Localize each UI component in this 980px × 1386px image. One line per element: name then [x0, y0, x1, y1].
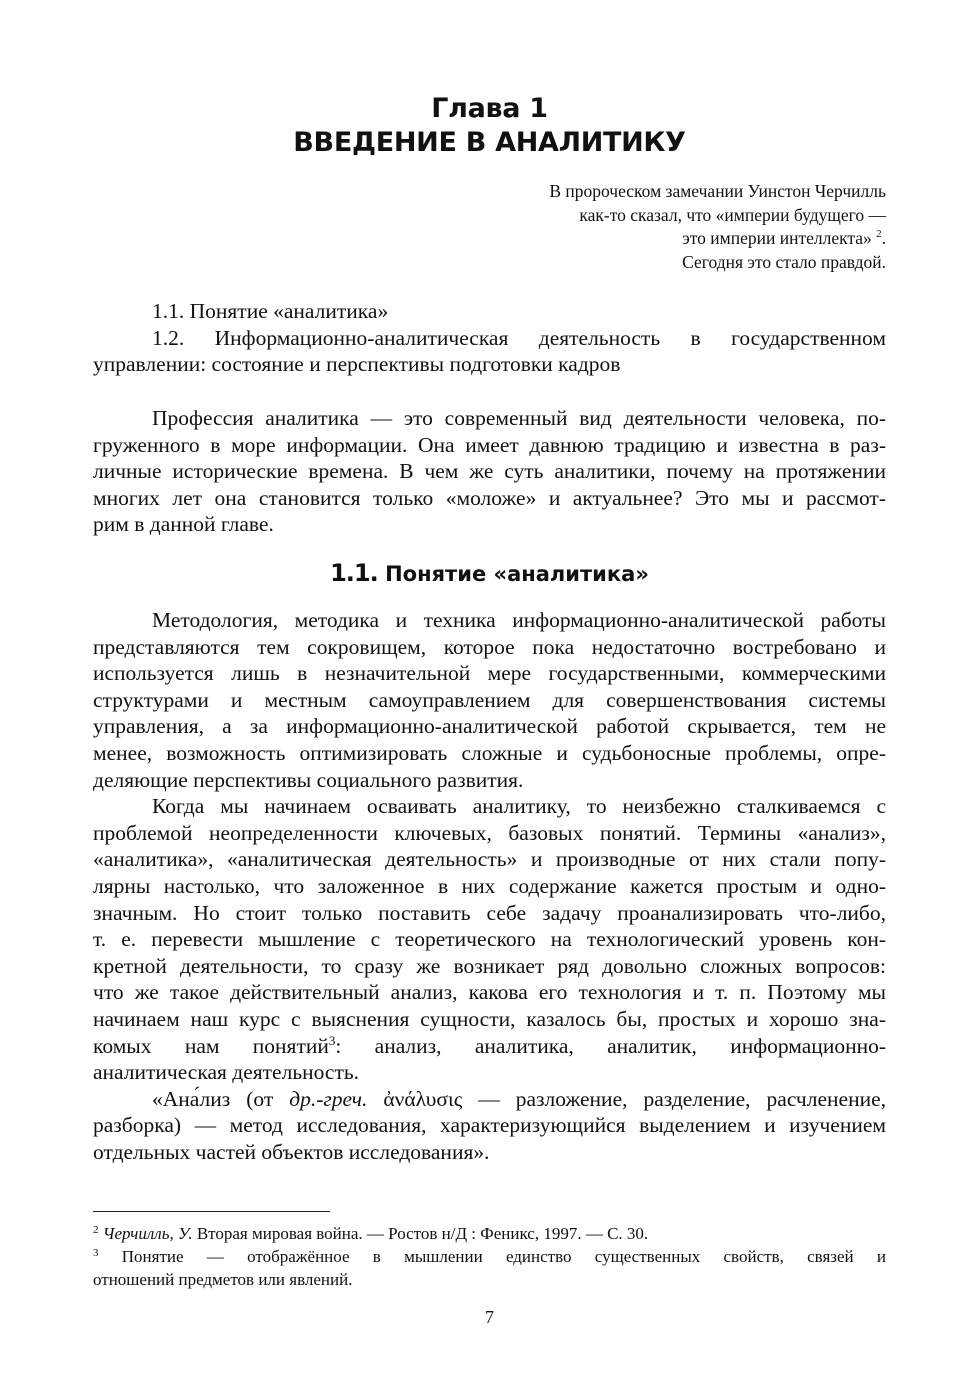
text-line: отдельных частей объектов исследования». [93, 1139, 490, 1164]
chapter-heading [93, 92, 886, 160]
epigraph-line: Сегодня это стало правдой. [682, 251, 886, 272]
section-body [93, 607, 886, 1165]
text-line: проблемой неопределенности ключевых, базовых понятий. Термины «анализ», [93, 820, 886, 845]
text-line: структурами и местным самоуправлением для совершенствования системы [93, 687, 886, 712]
toc-item-1-1[interactable]: 1.1. Понятие «аналитика» [152, 299, 389, 323]
chapter-title: ВВЕДЕНИЕ В АНАЛИТИКУ [293, 127, 686, 158]
epigraph-line: как-то сказал, что «империи будущего — [579, 204, 886, 225]
chapter-contents [93, 298, 886, 378]
footnote-3-cont: отношений предметов или явлений. [93, 1270, 353, 1289]
text-line: многих лет она становится только «моложе» и актуальнее? Это мы и рассмот- [93, 485, 886, 510]
epigraph-line: В пророческом замечании Уинстон Черчилль [549, 181, 886, 201]
text-line: управления, а за информационно-аналитической работой скрывается, тем не [93, 714, 886, 739]
text-line: груженного в море информации. Она имеет давнюю традицию и известна в раз- [93, 432, 886, 457]
footnote-ref-3[interactable]: 3 [328, 1032, 336, 1048]
toc-item-1-2-cont[interactable]: управлении: состояние и перспективы подготовки кадров [93, 352, 621, 377]
section-number: 1.1. [330, 559, 378, 587]
text-line: Профессия аналитика — это современный вид деятельности человека, по- [152, 406, 886, 430]
page-number: 7 [485, 1307, 494, 1327]
footnote-divider [93, 1211, 330, 1212]
epigraph-line: это империи интеллекта» $^2$. [682, 228, 886, 248]
text-line: используется лишь в незначительной мере государственными, коммерческими [93, 661, 886, 686]
text-line: деляющие перспективы социального развития. [93, 767, 524, 792]
text-line: «аналитика», «аналитическая деятельность» и производные от них стали попу- [93, 847, 886, 872]
text-line: рим в данной главе. [93, 512, 274, 537]
text-line: аналитическая деятельность. [93, 1060, 360, 1085]
intro-paragraph [93, 405, 886, 538]
text-line: «Ана́лиз (от др.-греч. ἀνάλυσις — разложение, разделение, расчленение, [152, 1086, 886, 1111]
text-line: личные исторические времена. В чем же суть аналитики, почему на протяжении [93, 459, 886, 484]
text-line: кретной деятельности, то сразу же возникает ряд довольно сложных вопросов: [93, 953, 886, 978]
footnote-3: $^3$ Понятие — отображённое в мышлении единство существенных свойств, связей и [93, 1247, 886, 1266]
text-line: менее, возможность оптимизировать сложные и судьбоносные проблемы, опре- [93, 740, 886, 765]
text-line: представляются тем сокровищем, которое пока недостаточно востребовано и [93, 634, 886, 659]
section-heading [93, 558, 886, 589]
chapter-label: Глава 1 [431, 93, 548, 124]
text-line: значным. Но стоит только поставить себе задачу проанализировать что-либо, [93, 900, 886, 925]
text-line: т. е. перевести мышление с теоретического на технологический уровень кон- [93, 927, 886, 952]
epigraph [549, 180, 886, 274]
text-line: лярны настолько, что заложенное в них содержание кажется простым и одно- [93, 873, 886, 898]
text-line: Методология, методика и техника информационно-аналитической работы [152, 608, 886, 632]
text-line: что же такое действительный анализ, какова его технология и т. п. Поэтому мы [93, 980, 886, 1005]
section-title: Понятие «аналитика» [385, 562, 649, 586]
text-line: Когда мы начинаем осваивать аналитику, то неизбежно сталкиваемся с [152, 794, 886, 819]
footnotes [93, 1222, 886, 1291]
text-line: разборка) — метод исследования, характеризующийся выделением и изучением [93, 1113, 886, 1138]
footnote-ref-2[interactable]: 2 [876, 228, 882, 240]
footnote-2: $^2$ Черчилль, У. Вторая мировая война. — Ростов н/Д : Феникс, 1997. — С. 30. [93, 1224, 649, 1243]
toc-item-1-2[interactable]: 1.2. Информационно-аналитическая деятельность в государственном [152, 325, 886, 350]
text-line: комых нам понятий$^3$: анализ, аналитика, аналитик, информационно- [93, 1032, 886, 1058]
text-line: начинаем наш курс с выяснения сущности, казалось бы, простых и хорошо зна- [93, 1006, 886, 1031]
